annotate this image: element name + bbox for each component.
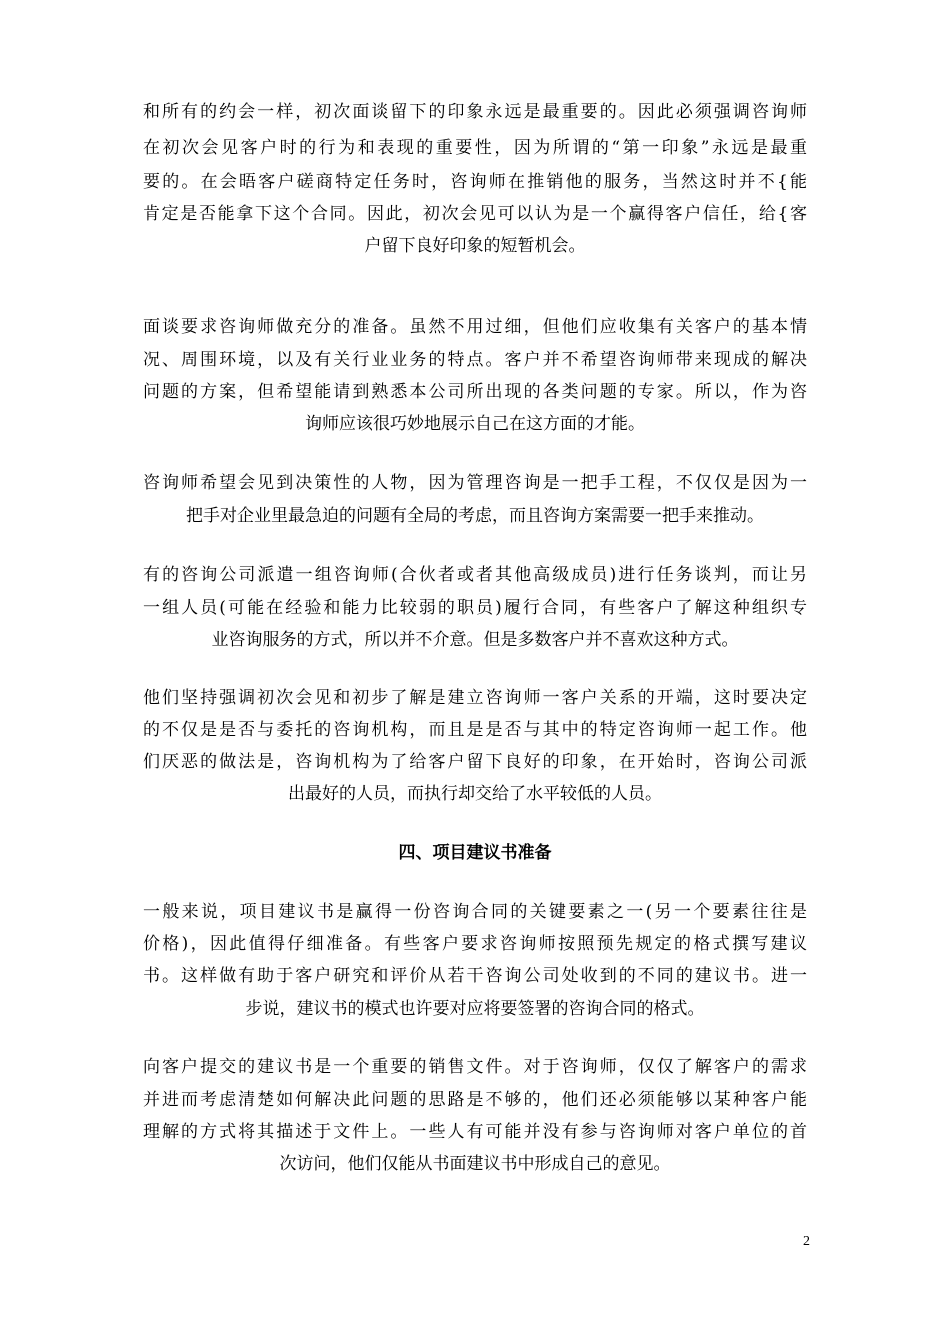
text-line: 有的咨询公司派遣一组咨询师(合伙者或者其他高级成员)进行任务谈判，而让另 (143, 565, 807, 585)
text-line: 向客户提交的建议书是一个重要的销售文件。对于咨询师，仅仅了解客户的需求 (143, 1057, 807, 1077)
text-line: 们厌恶的做法是，咨询机构为了给客户留下良好的印象，在开始时，咨询公司派 (143, 752, 807, 772)
text-line: 和所有的约会一样，初次面谈留下的印象永远是最重要的。因此必须强调咨询师 (143, 102, 807, 122)
text-line: 书。这样做有助于客户研究和评价从若干咨询公司处收到的不同的建议书。进一 (143, 966, 807, 986)
section-heading: 四、项目建议书准备 (398, 843, 552, 863)
text-line: 肯定是否能拿下这个合同。因此，初次会见可以认为是一个赢得客户信任，给{客 (143, 204, 807, 224)
page-number: 2 (803, 1234, 810, 1249)
text-line: 在初次会见客户时的行为和表现的重要性，因为所谓的“第一印象”永远是最重 (143, 138, 807, 158)
text-line: 的不仅是是否与委托的咨询机构，而且是是否与其中的特定咨询师一起工作。他 (143, 720, 807, 740)
text-line: 他们坚持强调初次会见和初步了解是建立咨询师一客户关系的开端，这时要决定 (143, 688, 807, 708)
text-line: 一般来说，项目建议书是赢得一份咨询合同的关键要素之一(另一个要素往往是 (143, 902, 807, 922)
text-line: 出最好的人员，而执行却交给了水平较低的人员。 (288, 784, 662, 804)
text-line: 况、周围环境，以及有关行业业务的特点。客户并不希望咨询师带来现成的解决 (143, 350, 807, 370)
text-line: 户留下良好印象的短暂机会。 (364, 236, 586, 256)
text-line: 次访问，他们仅能从书面建议书中形成自己的意见。 (279, 1154, 671, 1174)
text-line: 面谈要求咨询师做充分的准备。虽然不用过细，但他们应收集有关客户的基本情 (143, 317, 807, 337)
text-line: 要的。在会晤客户磋商特定任务时，咨询师在推销他的服务，当然这时并不{能 (143, 172, 807, 192)
text-line: 价格)，因此值得仔细准备。有些客户要求咨询师按照预先规定的格式撰写建议 (143, 934, 807, 954)
text-line: 询师应该很巧妙地展示自己在这方面的才能。 (305, 414, 645, 434)
text-line: 步说，建议书的模式也许要对应将要签署的咨询合同的格式。 (245, 999, 705, 1019)
text-line: 并进而考虑清楚如何解决此问题的思路是不够的，他们还必须能够以某种客户能 (143, 1090, 807, 1110)
text-line: 问题的方案，但希望能请到熟悉本公司所出现的各类问题的专家。所以，作为咨 (143, 382, 807, 402)
text-line: 把手对企业里最急迫的问题有全局的考虑，而且咨询方案需要一把手来推动。 (186, 506, 764, 526)
text-line: 咨询师希望会见到决策性的人物，因为管理咨询是一把手工程，不仅仅是因为一 (143, 473, 807, 493)
text-line: 一组人员(可能在经验和能力比较弱的职员)履行合同，有些客户了解这种组织专 (143, 598, 807, 618)
text-line: 业咨询服务的方式，所以并不介意。但是多数客户并不喜欢这种方式。 (211, 630, 739, 650)
text-line: 理解的方式将其描述于文件上。一些人有可能并没有参与咨询师对客户单位的首 (143, 1122, 807, 1142)
